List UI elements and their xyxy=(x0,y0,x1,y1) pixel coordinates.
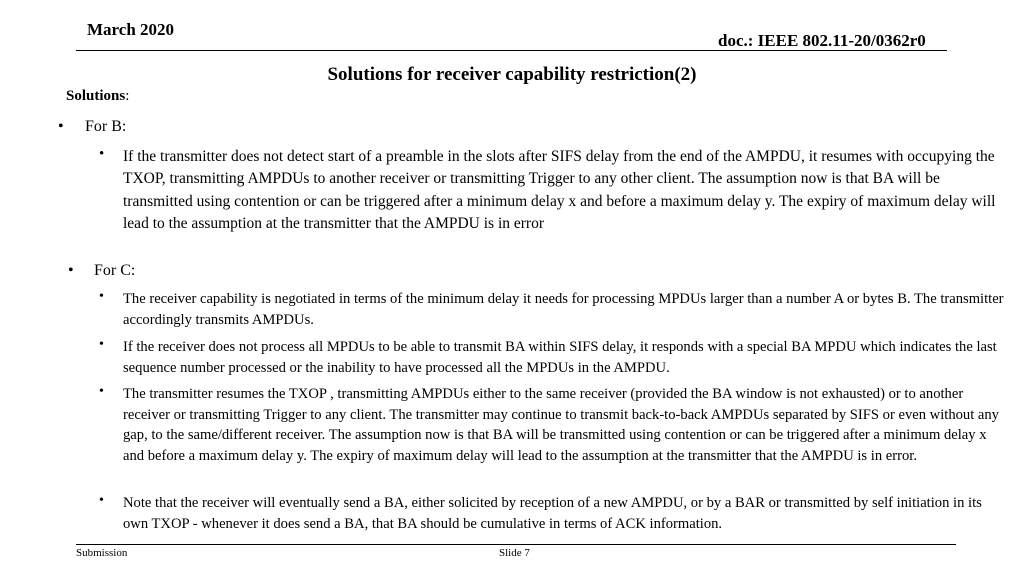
section-b-label: For B: xyxy=(85,118,127,135)
section-b xyxy=(58,118,258,140)
section-c xyxy=(68,262,268,284)
list-item-text: The transmitter resumes the TXOP , transmitting AMPDUs either to the same receiver (provided the BA window is not exhausted) or to another receiver or transmitting Trigger to any client. The transmitter may continue to transmit back-to-back AMPDUs separated by SIFS or even without any gap, to the same/different receiver. The assumption now is that BA will be transmitted using contention or can be triggered after a minimum delay x and before a maximum delay y. The expiry of maximum delay will lead to the assumption at the transmitter that the AMPDU is in error. xyxy=(123,386,999,464)
bullet-icon: • xyxy=(58,118,64,135)
list-item xyxy=(99,493,1009,534)
bullet-icon: • xyxy=(68,262,74,279)
list-item-text: The receiver capability is negotiated in terms of the minimum delay it needs for processing MPDUs larger than a number A or bytes B. The transmitter accordingly transmits AMPDUs. xyxy=(123,291,1004,328)
solutions-colon: : xyxy=(125,88,130,104)
list-item xyxy=(99,146,1009,236)
slide-title: Solutions for receiver capability restriction(2) xyxy=(327,64,697,85)
footer-slide-number: Slide 7 xyxy=(499,547,530,559)
bullet-icon: • xyxy=(99,493,104,508)
solutions-label: Solutions xyxy=(66,88,126,104)
bullet-icon: • xyxy=(99,146,105,162)
list-item xyxy=(99,384,1009,466)
bullet-icon: • xyxy=(99,384,104,399)
list-item-text: If the transmitter does not detect start of a preamble in the slots after SIFS delay from the end of the AMPDU, it resumes with occupying the TXOP, transmitting AMPDUs to another receiver or transmitting Trigger to any other client. The assumption now is that BA will be transmitted using contention or can be triggered after a minimum delay x and before a maximum delay y. The expiry of maximum delay will lead to the assumption at the transmitter that the AMPDU is in error xyxy=(123,148,996,233)
list-item-text: If the receiver does not process all MPDUs to be able to transmit BA within SIFS delay, it responds with a special BA MPDU which indicates the last sequence number processed or the inability to have processed all the MPDUs in the AMPDU. xyxy=(123,339,997,376)
solutions-heading xyxy=(66,88,129,105)
list-item xyxy=(99,337,1009,378)
bullet-icon: • xyxy=(99,337,104,352)
header-date: March 2020 xyxy=(87,20,175,39)
footer-submission: Submission xyxy=(76,547,128,559)
header-doc-id: doc.: IEEE 802.11-20/0362r0 xyxy=(718,31,926,50)
bullet-icon: • xyxy=(99,289,104,304)
list-item-text: Note that the receiver will eventually send a BA, either solicited by reception of a new AMPDU, or by a BAR or transmitted by self initiation in its own TXOP - whenever it does send a BA, that BA should be cumulative in terms of ACK information. xyxy=(123,495,982,532)
list-item xyxy=(99,289,1009,330)
header-divider xyxy=(76,50,947,51)
section-c-label: For C: xyxy=(94,262,136,279)
footer-divider xyxy=(76,544,956,545)
